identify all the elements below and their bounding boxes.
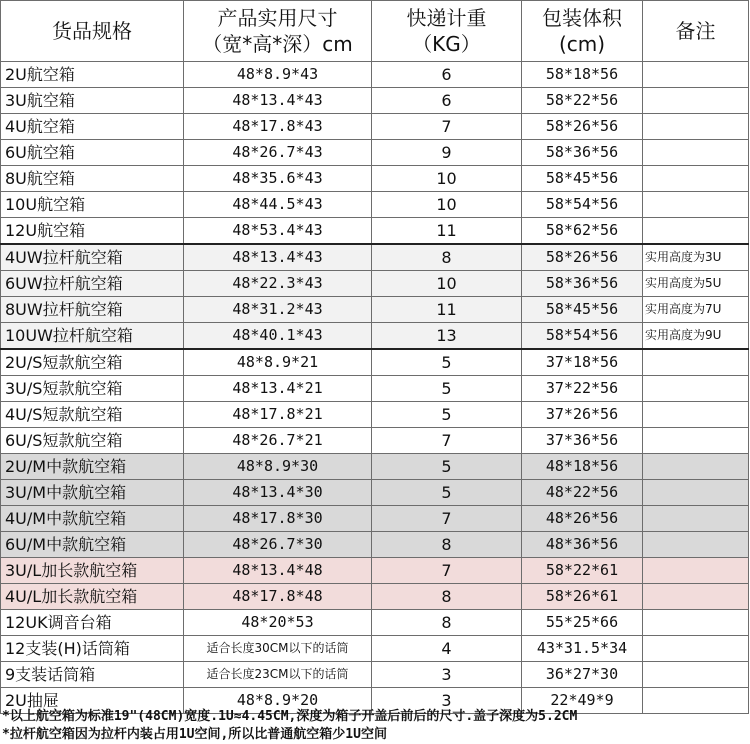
- cell-size: 48*13.4*30: [184, 480, 372, 506]
- cell-name: 8UW拉杆航空箱: [1, 297, 184, 323]
- cell-pack: 37*22*56: [522, 376, 643, 402]
- table-row: [1, 662, 749, 688]
- cell-name: 2U/S短款航空箱: [1, 349, 184, 376]
- cell-note: [643, 166, 749, 192]
- cell-size: 48*8.9*43: [184, 62, 372, 88]
- cell-weight: 7: [372, 428, 522, 454]
- cell-weight: 8: [372, 610, 522, 636]
- cell-pack: 43*31.5*34: [522, 636, 643, 662]
- cell-pack: 58*45*56: [522, 297, 643, 323]
- cell-pack: 58*36*56: [522, 140, 643, 166]
- cell-weight: 9: [372, 140, 522, 166]
- footnotes: [2, 708, 750, 744]
- cell-weight: 13: [372, 323, 522, 350]
- table-row: [1, 114, 749, 140]
- table-row: [1, 192, 749, 218]
- cell-size: 48*26.7*21: [184, 428, 372, 454]
- cell-weight: 6: [372, 62, 522, 88]
- cell-pack: 58*18*56: [522, 62, 643, 88]
- table-row: [1, 140, 749, 166]
- cell-note: [643, 610, 749, 636]
- cell-weight: 6: [372, 88, 522, 114]
- table-row: [1, 62, 749, 88]
- cell-note: [643, 140, 749, 166]
- table-row: [1, 349, 749, 376]
- cell-pack: 58*26*61: [522, 584, 643, 610]
- cell-size: 48*8.9*21: [184, 349, 372, 376]
- cell-size: 适合长度30CM以下的话筒: [184, 636, 372, 662]
- cell-size: 48*22.3*43: [184, 271, 372, 297]
- cell-name: 4U/L加长款航空箱: [1, 584, 184, 610]
- cell-name: 12UK调音台箱: [1, 610, 184, 636]
- footnote-1: *以上航空箱为标准19"(48CM)宽度.1U≈4.45CM,深度为箱子开盖后前后的尺寸.盖子深度为5.2CM: [2, 709, 578, 724]
- cell-note: [643, 558, 749, 584]
- cell-note: [643, 88, 749, 114]
- cell-size: 48*44.5*43: [184, 192, 372, 218]
- cell-pack: 37*26*56: [522, 402, 643, 428]
- cell-pack: 58*26*56: [522, 244, 643, 271]
- cell-weight: 4: [372, 636, 522, 662]
- cell-name: 3U/L加长款航空箱: [1, 558, 184, 584]
- table-row: [1, 480, 749, 506]
- table-row: [1, 428, 749, 454]
- footnote-2: *拉杆航空箱因为拉杆内装占用1U空间,所以比普通航空箱少1U空间: [2, 727, 387, 742]
- cell-note: [643, 454, 749, 480]
- cell-weight: 11: [372, 218, 522, 245]
- cell-size: 48*8.9*30: [184, 454, 372, 480]
- cell-pack: 58*36*56: [522, 271, 643, 297]
- cell-size: 48*13.4*43: [184, 88, 372, 114]
- cell-note: [643, 532, 749, 558]
- cell-pack: 55*25*66: [522, 610, 643, 636]
- cell-pack: 48*22*56: [522, 480, 643, 506]
- cell-name: 3U/S短款航空箱: [1, 376, 184, 402]
- cell-name: 9支装话筒箱: [1, 662, 184, 688]
- table-row: [1, 584, 749, 610]
- cell-name: 8U航空箱: [1, 166, 184, 192]
- cell-name: 12支装(H)话筒箱: [1, 636, 184, 662]
- cell-size: 48*17.8*30: [184, 506, 372, 532]
- header-row: [1, 1, 749, 62]
- cell-size: 48*26.7*30: [184, 532, 372, 558]
- cell-name: 3U航空箱: [1, 88, 184, 114]
- cell-pack: 58*54*56: [522, 323, 643, 350]
- cell-weight: 8: [372, 244, 522, 271]
- cell-name: 2U抽屉: [1, 688, 184, 714]
- cell-weight: 7: [372, 558, 522, 584]
- cell-pack: 22*49*9: [522, 688, 643, 714]
- cell-size: 适合长度23CM以下的话筒: [184, 662, 372, 688]
- cell-note: 实用高度为9U: [643, 323, 749, 350]
- cell-pack: 58*45*56: [522, 166, 643, 192]
- cell-weight: 11: [372, 297, 522, 323]
- cell-pack: 48*18*56: [522, 454, 643, 480]
- cell-pack: 37*36*56: [522, 428, 643, 454]
- cell-name: 2U/M中款航空箱: [1, 454, 184, 480]
- cell-note: [643, 218, 749, 245]
- cell-pack: 48*26*56: [522, 506, 643, 532]
- cell-weight: 8: [372, 584, 522, 610]
- cell-note: [643, 349, 749, 376]
- cell-note: [643, 636, 749, 662]
- cell-note: [643, 506, 749, 532]
- cell-weight: 8: [372, 532, 522, 558]
- cell-weight: 10: [372, 271, 522, 297]
- cell-pack: 58*54*56: [522, 192, 643, 218]
- cell-name: 4U/M中款航空箱: [1, 506, 184, 532]
- header-note: 备注: [643, 1, 749, 62]
- header-pack: 包装体积 (cm): [522, 1, 643, 62]
- cell-name: 6UW拉杆航空箱: [1, 271, 184, 297]
- cell-size: 48*8.9*20: [184, 688, 372, 714]
- cell-size: 48*13.4*21: [184, 376, 372, 402]
- cell-size: 48*17.8*21: [184, 402, 372, 428]
- cell-note: [643, 62, 749, 88]
- cell-size: 48*53.4*43: [184, 218, 372, 245]
- cell-weight: 3: [372, 662, 522, 688]
- table-row: [1, 88, 749, 114]
- cell-name: 6U航空箱: [1, 140, 184, 166]
- table-row: [1, 610, 749, 636]
- cell-name: 2U航空箱: [1, 62, 184, 88]
- table-row: [1, 244, 749, 271]
- cell-weight: 5: [372, 480, 522, 506]
- table-row: [1, 532, 749, 558]
- cell-weight: 10: [372, 166, 522, 192]
- table-row: [1, 166, 749, 192]
- cell-pack: 36*27*30: [522, 662, 643, 688]
- cell-note: 实用高度为3U: [643, 244, 749, 271]
- table-row: [1, 506, 749, 532]
- cell-note: [643, 402, 749, 428]
- table-row: [1, 402, 749, 428]
- header-size: 产品实用尺寸 （宽*高*深）cm: [184, 1, 372, 62]
- cell-size: 48*17.8*48: [184, 584, 372, 610]
- cell-weight: 3: [372, 688, 522, 714]
- cell-weight: 7: [372, 506, 522, 532]
- cell-size: 48*31.2*43: [184, 297, 372, 323]
- cell-note: [643, 376, 749, 402]
- table-row: [1, 271, 749, 297]
- header-name: 货品规格: [1, 1, 184, 62]
- cell-weight: 7: [372, 114, 522, 140]
- cell-pack: 58*22*56: [522, 88, 643, 114]
- cell-note: 实用高度为5U: [643, 271, 749, 297]
- cell-pack: 58*22*61: [522, 558, 643, 584]
- header-weight: 快递计重 （KG）: [372, 1, 522, 62]
- cell-size: 48*17.8*43: [184, 114, 372, 140]
- table-row: [1, 376, 749, 402]
- cell-size: 48*35.6*43: [184, 166, 372, 192]
- cell-name: 4U/S短款航空箱: [1, 402, 184, 428]
- cell-name: 12U航空箱: [1, 218, 184, 245]
- cell-name: 10U航空箱: [1, 192, 184, 218]
- cell-note: 实用高度为7U: [643, 297, 749, 323]
- cell-note: [643, 428, 749, 454]
- cell-name: 6U/M中款航空箱: [1, 532, 184, 558]
- cell-name: 4UW拉杆航空箱: [1, 244, 184, 271]
- table-row: [1, 558, 749, 584]
- cell-pack: 58*62*56: [522, 218, 643, 245]
- cell-weight: 5: [372, 402, 522, 428]
- cell-note: [643, 114, 749, 140]
- table-row: [1, 454, 749, 480]
- cell-size: 48*13.4*43: [184, 244, 372, 271]
- cell-name: 3U/M中款航空箱: [1, 480, 184, 506]
- table-row: [1, 323, 749, 350]
- cell-size: 48*20*53: [184, 610, 372, 636]
- cell-weight: 5: [372, 376, 522, 402]
- cell-pack: 48*36*56: [522, 532, 643, 558]
- cell-size: 48*40.1*43: [184, 323, 372, 350]
- cell-pack: 37*18*56: [522, 349, 643, 376]
- cell-name: 10UW拉杆航空箱: [1, 323, 184, 350]
- cell-note: [643, 662, 749, 688]
- cell-pack: 58*26*56: [522, 114, 643, 140]
- cell-name: 6U/S短款航空箱: [1, 428, 184, 454]
- cell-size: 48*13.4*48: [184, 558, 372, 584]
- cell-note: [643, 584, 749, 610]
- table-row: [1, 218, 749, 245]
- table-row: [1, 297, 749, 323]
- table-row: [1, 636, 749, 662]
- cell-size: 48*26.7*43: [184, 140, 372, 166]
- cell-weight: 5: [372, 454, 522, 480]
- cell-weight: 5: [372, 349, 522, 376]
- cell-name: 4U航空箱: [1, 114, 184, 140]
- cell-weight: 10: [372, 192, 522, 218]
- cell-note: [643, 480, 749, 506]
- cell-note: [643, 192, 749, 218]
